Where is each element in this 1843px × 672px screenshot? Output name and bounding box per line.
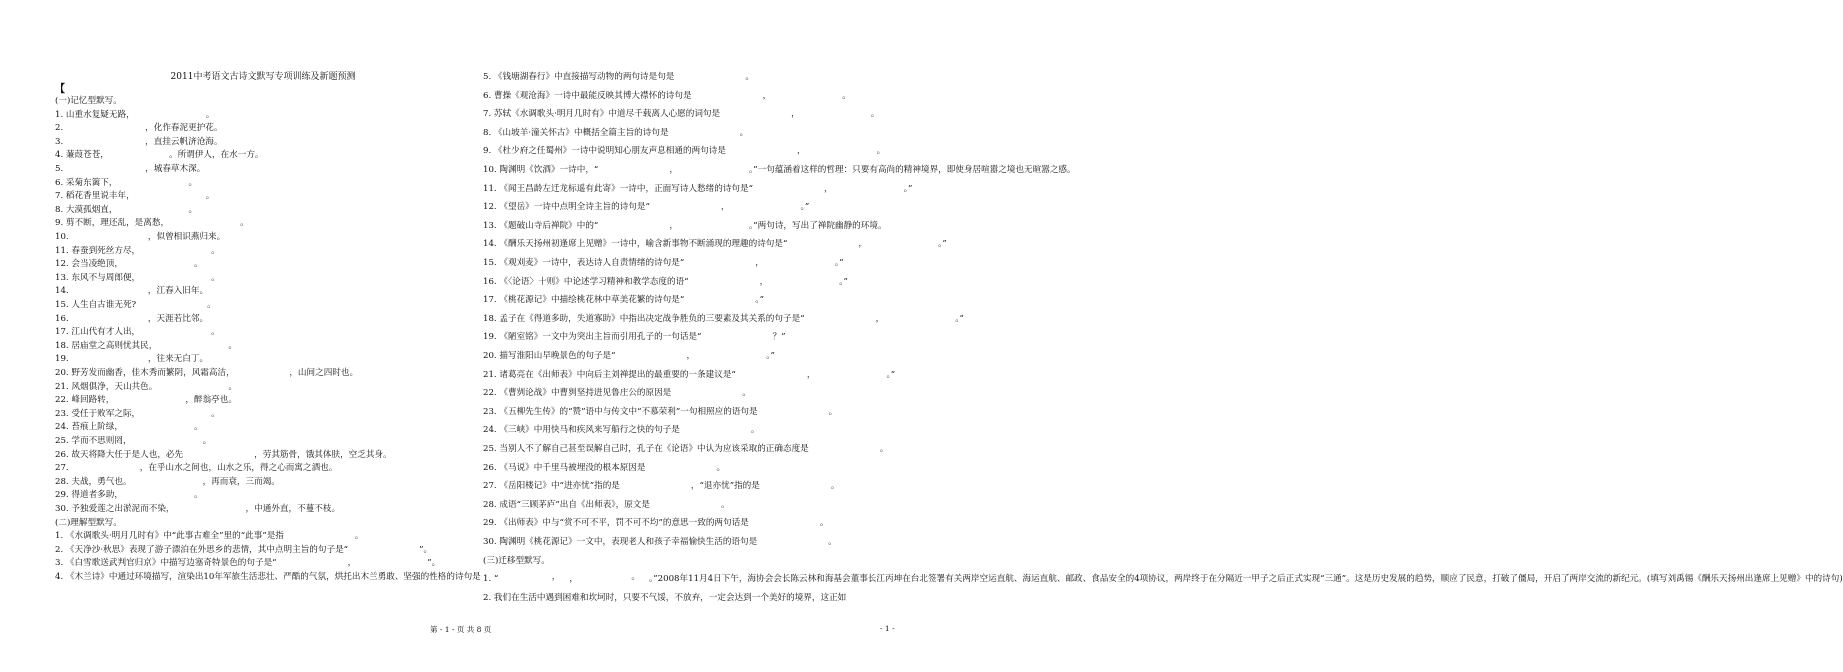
question-line: 19. ，往来无白丁。 [55, 354, 209, 365]
question-line: 30. 陶渊明《桃花源记》一文中，表现老人和孩子幸福愉快生活的语句是 。 [483, 537, 837, 547]
question-line: 8. 《山坡羊·潼关怀古》中概括全篇主旨的诗句是 。 [483, 127, 749, 138]
question-line: 6. 曹操《观沧海》一诗中最能反映其博大襟怀的诗句是 ， 。 [483, 90, 851, 101]
question-line: 10. 陶渊明《饮酒》一诗中，“ ， 。”一句蕴涵着这样的哲理：只要有高尚的精神境界，即使身居喧嚣之境也无暄嚣之感。 [483, 165, 1076, 175]
question-line: 28. 夫战，勇气也。 ，再而衰，三而竭。 [55, 476, 280, 487]
question-line: 7. 苏轼《水调歌头·明月几时有》中道尽千载离人心愿的词句是 ， 。 [483, 109, 880, 120]
question-line: 11. 《闻王昌龄左迁龙标遥有此寄》一诗中，正面写诗人愁绪的诗句是“ ， 。” [483, 183, 913, 194]
question-line: 29. 得道者多助， 。 [55, 490, 203, 501]
page-title: 2011中考语文古诗文默写专项训练及新题预测 [170, 72, 356, 82]
page-number-footer: 第 - 1 - 页 共 8 页 [430, 625, 492, 634]
question-line: 8. 大漠孤烟直， 。 [55, 204, 198, 215]
question-line: 17. 江山代有才人出， 。 [55, 327, 220, 338]
question-line: 15. 《观刈麦》一诗中，表达诗人自责情绪的诗句是“ ， 。” [483, 258, 844, 268]
question-line: 22. 《曹刿论战》中曹刿坚持进见鲁庄公的原因是 。 [483, 388, 751, 399]
question-line: 2. 我们在生活中遇到困难和坎坷时，只要不气馁，不放弃，一定会达到一个美好的境界，这正如 [483, 592, 847, 603]
question-line: 5. ，城春草木深。 [55, 164, 206, 174]
question-line: 6. 采菊东篱下， 。 [55, 177, 198, 188]
question-line: (二)理解型默写。 [55, 517, 122, 528]
question-line: 11. 春蚕到死丝方尽， 。 [55, 245, 220, 256]
question-line: 1. 《水调歌头·明月几时有》中“此事古难全”里的“此事”是指 。 [55, 531, 364, 542]
question-line: 2. ，化作春泥更护花。 [55, 123, 223, 134]
question-line: 17. 《桃花源记》中描绘桃花林中草美花繁的诗句是“ 。” [483, 295, 764, 306]
question-line: 30. 予独爱莲之出淤泥而不染， ，中通外直，不蔓不枝。 [55, 504, 341, 514]
question-line: 2. 《天净沙·秋思》表现了游子漂泊在外思乡的悲情，其中点明主旨的句子是“ ”。 [55, 544, 433, 555]
page-number-right: - 1 - [880, 624, 895, 633]
question-line: 24. 《三峡》中用快马和疾风来写船行之快的句子是 。 [483, 425, 760, 436]
question-line: 15. 人生自古谁无死? 。 [55, 300, 216, 310]
question-line: 13. 《题破山寺后禅院》中的“ ， 。”两句诗，写出了禅院幽静的环境。 [483, 220, 887, 231]
question-line: 19. 《陋室铭》一文中为突出主旨而引用孔子的一句话是“ ？” [483, 332, 786, 343]
bracket-mark: 【 [55, 84, 65, 95]
question-line: 1. 山重水复疑无路， 。 [55, 109, 215, 120]
question-line: 21. 诸葛亮在《出师表》中向后主刘禅提出的最重要的一条建议是“ ， 。” [483, 369, 896, 380]
question-line: 14. 《酬乐天扬州初逢席上见赠》一诗中，喻含新事物不断涌现的理趣的诗句是“ ， 。” [483, 239, 947, 250]
question-line: 3. ，直挂云帆济沧海。 [55, 136, 223, 147]
question-line: 18. 居庙堂之高则忧其民， 。 [55, 340, 237, 351]
question-line: 16. ，天涯若比邻。 [55, 313, 209, 324]
question-line: 12. 《望岳》一诗中点明全诗主旨的诗句是“ ， 。” [483, 202, 810, 213]
question-line: 14. ，江春入旧年。 [55, 286, 209, 297]
question-line: 23. 受任于败军之际， 。 [55, 408, 220, 419]
question-line: 21. 风烟俱净，天山共色。 。 [55, 381, 237, 392]
question-line: 9. 剪不断，理还乱，是离愁， 。 [55, 218, 249, 229]
question-line: 26. 故天将降大任于是人也，必先 ，劳其筋骨，饿其体肤，空乏其身。 [55, 449, 392, 460]
question-line: 27. 《岳阳楼记》中“进亦忧”指的是 ，“退亦忧”指的是 。 [483, 481, 840, 492]
question-line: 20. 描写淮阳山早晚景色的句子是“ ， 。” [483, 351, 775, 361]
question-line: 7. 稻花香里说丰年， 。 [55, 191, 215, 202]
question-line: (一)记忆型默写。 [55, 96, 122, 106]
question-line: 29. 《出师表》中与“赏不可不平，罚不可不均”的意思一致的两句话是 。 [483, 518, 829, 529]
question-line: 18. 孟子在《得道多助，失道寡助》中指出决定战争胜负的三要素及其关系的句子是“ ， 。” [483, 313, 964, 324]
question-line: 13. 东风不与周郎便， 。 [55, 272, 220, 283]
question-line: 20. 野芳发而幽香，佳木秀而繁阴，风霜高洁， ，山间之四时也。 [55, 368, 359, 378]
question-line: 4. 蒹葭苍苍， 。所谓伊人，在水一方。 [55, 150, 264, 161]
question-line: 10. ，似曾相识燕归来。 [55, 232, 226, 242]
question-line: 24. 苔痕上阶绿， 。 [55, 422, 203, 433]
question-line: 25. 学而不思则罔， 。 [55, 436, 212, 446]
question-line: 12. 会当凌绝顶， 。 [55, 259, 203, 270]
question-line: 4. 《木兰诗》中通过环境描写，渲染出10年军旅生活悲壮、严酷的气氛，烘托出木兰勇敢、坚强的性格的诗句是 ， 。 [55, 572, 641, 582]
question-line: 1. “ ， 。”2008年11月4日下午，海协会会长陈云林和海基会董事长江丙坤在台北签署有关两岸空运直航、海运直航、邮政、食品安全的4项协议，两岸终于在分隔近一甲子之后正式实现“三通”。这是历史发展的趋势，顺应了民意，打破了僵局，开启了两岸交流的新纪元。(填写刘禹锡《酬乐天扬州出逢席上见赠》中的诗句) [483, 574, 1843, 585]
question-line: 25. 当别人不了解自己甚至误解自己时，孔子在《论语》中认为应该采取的正确态度是 。 [483, 444, 889, 454]
question-line: 3. 《白雪歌送武判官归京》中描写边塞奇特景色的句子是“ ， ”。 [55, 558, 441, 569]
question-line: 23. 《五柳先生传》的“赞”语中与传文中“不慕荣利”一句相照应的语句是 。 [483, 406, 838, 417]
question-line: 27. ，在乎山水之间也，山水之乐，得之心而寓之酒也。 [55, 463, 338, 474]
question-line: (三)迁移型默写。 [483, 555, 550, 566]
question-line: 5. 《钱塘湖春行》中直接描写动物的两句诗是句是 。 [483, 72, 755, 82]
question-line: 22. 峰回路转， ，醉翁亭也。 [55, 395, 237, 406]
question-line: 26. 《马说》中千里马被埋没的根本原因是 。 [483, 462, 726, 473]
question-line: 16. 《〈论语〉十则》中论述学习精神和教学态度的语“ ， 。” [483, 276, 848, 287]
question-line: 9. 《杜少府之任蜀州》一诗中说明知心朋友声息相通的两句诗是 ， 。 [483, 146, 886, 157]
question-line: 28. 成语“三顾茅庐”出自《出师表》，原文是 。 [483, 499, 730, 510]
